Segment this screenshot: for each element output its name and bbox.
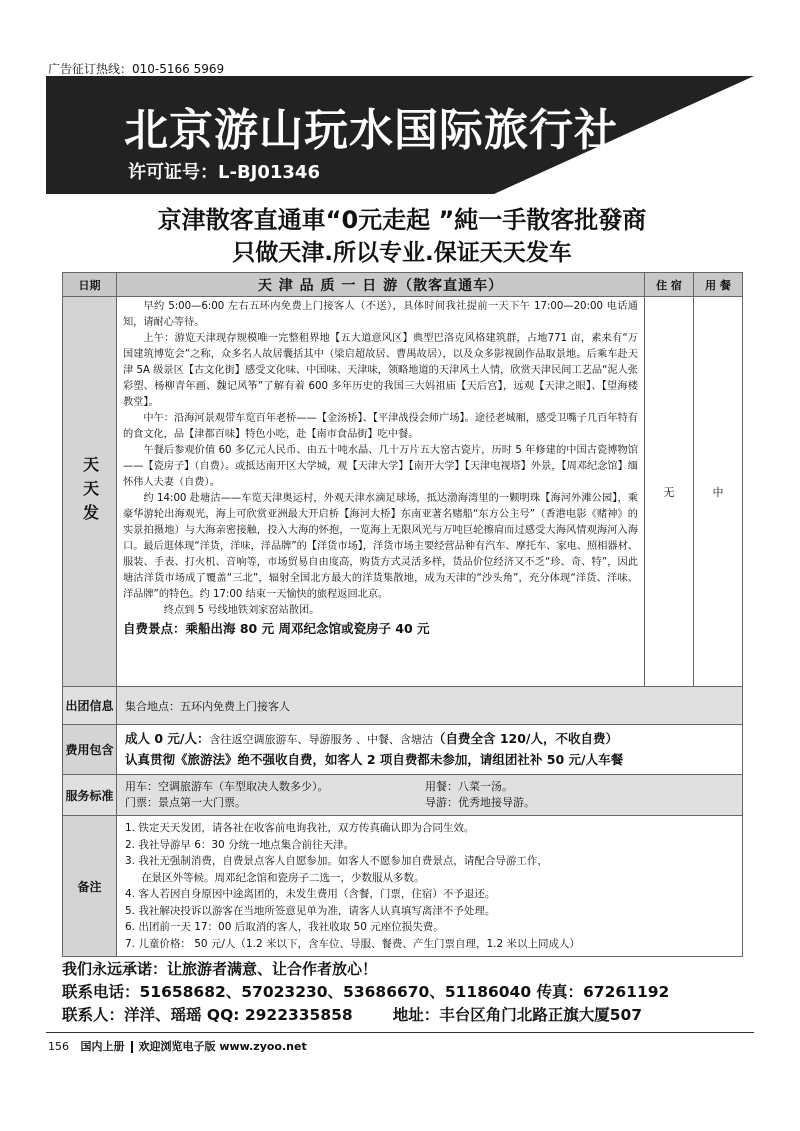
notes-label: 备注 (63, 816, 117, 957)
service-left: 用车：空调旅游车（车型取决人数多少）。 (125, 780, 329, 793)
departure-text: 集合地点：五环内免费上门接客人 (117, 687, 743, 725)
notes-row (63, 816, 743, 957)
col-meal: 用 餐 (694, 273, 743, 297)
page-number: 156 (48, 1040, 69, 1053)
table-header-row (63, 273, 743, 297)
service-label: 服务标准 (63, 775, 117, 816)
section-name: 国内上册 (80, 1040, 125, 1053)
notes-content (117, 816, 743, 957)
itinerary-table (62, 272, 743, 957)
license-number: 许可证号：L-BJ01346 (128, 162, 320, 183)
address: 地址：丰台区角门北路正旗大厦507 (392, 1006, 643, 1024)
footer (48, 1038, 307, 1054)
service-content (117, 775, 743, 816)
contact-names-qq: 联系人：洋洋、瑶瑶 QQ: 2922335858 (62, 1006, 353, 1024)
note-item: 1. 铁定天天发团，请各社在收客前电询我社，双方传真确认即为合同生效。 (125, 822, 475, 834)
note-item: 2. 我社导游早 6：30 分统一地点集合前往天津。 (125, 838, 355, 851)
meal-value: 中 (694, 297, 743, 687)
fee-line-1 (125, 729, 734, 750)
departure-label: 出团信息 (63, 687, 117, 725)
promise: 我们永远承诺：让旅游者满意、让合作者放心！ (62, 960, 378, 978)
service-line (125, 795, 734, 811)
note-item: 6. 出团前一天 17：00 后取消的客人，我社收取 50 元座位损失费。 (125, 921, 444, 933)
program-paragraph: 午餐后参观价值 60 多亿元人民币、由五十吨水晶、几十万片五大窑古瓷片，历时 5 年修建的中国古瓷博物馆——【瓷房子】（自费）。或抵达南开区大学城，观【天津大学】【南开大学】【天津电视塔】外景，【周邓纪念馆】缅怀伟人夫妻（自费）。 (123, 445, 638, 488)
program-paragraph: 终点到 5 号线地铁刘家窑站散团。 (163, 605, 320, 616)
day-label (63, 297, 117, 687)
program-paragraph: 约 14:00 赴塘沽——车览天津奥运村，外观天津水滴足球场，抵达渤海湾里的一颗明珠【海河外滩公园】，乘豪华游轮出海观光，海上可欣赏亚洲最大开启桥【海河大桥】东南亚著名赌船“东方公主号”（香港电影《赌神》的实景拍摄地）与大海亲密接触，投入大海的怀抱，一览海上无限风光与万吨巨轮擦肩而过感受大海风情观海河入海口。最后逛体现“洋货，洋味，洋品牌”的【洋货市场】，洋货市场主要经营品种有汽车、摩托车、家电、照相器材、服装、手表、打火机、音响等，市场贸易自由度高，购货方式灵活多样，货品价位经济又不乏“珍、奇、特”，因此塘沽洋货市场成了覆盖“三北”，辐射全国北方最大的洋货集散地，成为天津的“沙头角”，充分体现“洋货、洋味、洋品牌”的特色。约 17:00 结束一天愉快的旅程返回北京。 (123, 493, 638, 600)
fee-line-2: 认真贯彻《旅游法》绝不强收自费，如客人 2 项自费都未参加，请组团社补 50 元/人车餐 (125, 752, 624, 767)
fee-label: 费用包含 (63, 725, 117, 775)
col-stay: 住 宿 (645, 273, 694, 297)
fee-self-pay-note: （自费全含 120/人，不收自费） (432, 731, 618, 746)
program-paragraph: 早约 5:00—6:00 左右五环内免费上门接客人（不送），具体时间我社提前一天下午 17:00—20:00 电话通知，请耐心等待。 (123, 301, 638, 328)
col-title: 天 津 品 质 一 日 游（散客直通车） (117, 273, 645, 297)
service-right: 用餐：八菜一汤。 (425, 780, 513, 793)
service-right: 导游：优秀地接导游。 (425, 796, 535, 809)
note-item: 在景区外等候。周邓纪念馆和瓷房子二选一，少数服从多数。 (141, 871, 425, 884)
note-item: 5. 我社解决投诉以游客在当地所签意见单为准，请客人认真填写离津不予处理。 (125, 904, 496, 917)
itinerary-row (63, 297, 743, 687)
slogan-primary: 京津散客直通車“0元走起 ”純一手散客批發商 (157, 206, 647, 234)
self-pay-attractions: 自费景点：乘船出海 80 元 周邓纪念馆或瓷房子 40 元 (123, 621, 430, 636)
col-date: 日期 (63, 273, 117, 297)
departure-row (63, 687, 743, 725)
fee-includes: 含往返空调旅游车、导游服务 、中餐、含塘沽 (209, 733, 433, 746)
company-name: 北京游山玩水国际旅行社 (124, 105, 619, 156)
footer-divider (46, 1032, 754, 1033)
program-paragraph: 中午：沿海河景观带车览百年老桥——【金汤桥】、【平津战役会师广场】。途径老城厢，感受卫嘴子几百年特有的食文化，品【津都百味】特色小吃，赴【南市食品街】吃中餐。 (123, 413, 638, 440)
contact-phones: 联系电话：51658682、57023230、53686670、51186040 传真：67261192 (62, 983, 670, 1001)
fee-row (63, 725, 743, 775)
service-left: 门票：景点第一大门票。 (125, 796, 246, 809)
note-item: 3. 我社无强制消费，自费景点客人自愿参加。如客人不愿参加自费景点，请配合导游工作， (125, 855, 548, 867)
note-item: 4. 客人若因自身原因中途离团的，未发生费用（含餐，门票，住宿）不予退还。 (125, 888, 496, 900)
itinerary-program (117, 297, 645, 687)
stay-value: 无 (645, 297, 694, 687)
slogan-secondary: 只做天津.所以专业.保证天天发车 (232, 240, 572, 266)
header-banner (46, 76, 754, 194)
website-link[interactable]: 欢迎浏览电子版 www.zyoo.net (138, 1040, 307, 1053)
service-row (63, 775, 743, 816)
day-label-text: 天天发 (80, 455, 100, 528)
service-line (125, 779, 734, 795)
program-paragraph: 上午：游览天津现存规模唯一完整租界地【五大道意风区】典型巴洛克风格建筑群，占地771 亩，素来有“万国建筑博览会”之称，众多名人故居囊括其中（梁启超故居、曹禺故居），以及众多影视剧作品取景地。后乘车赴天津 5A 级景区【古文化街】感受文化味、中国味、天津味，领略地道的天津风土人情，欣赏天津民间工艺品“泥人张彩塑、杨柳青年画、魏记风筝”了解有着 600 多年历史的我国三大妈祖庙【天后宫】，远观【天津之眼】、【望海楼教堂】。 (123, 333, 638, 408)
fee-adult-price: 成人 0 元/人： (125, 731, 210, 746)
fee-content (117, 725, 743, 775)
footer-separator (131, 1041, 133, 1053)
contact-people (62, 1003, 642, 1025)
ad-hotline: 广告征订热线：010-5166 5969 (48, 62, 225, 76)
note-item: 7. 儿童价格： 50 元/人（1.2 米以下，含车位、导服、餐费、产生门票自理，1.2 米以上同成人） (125, 937, 581, 950)
